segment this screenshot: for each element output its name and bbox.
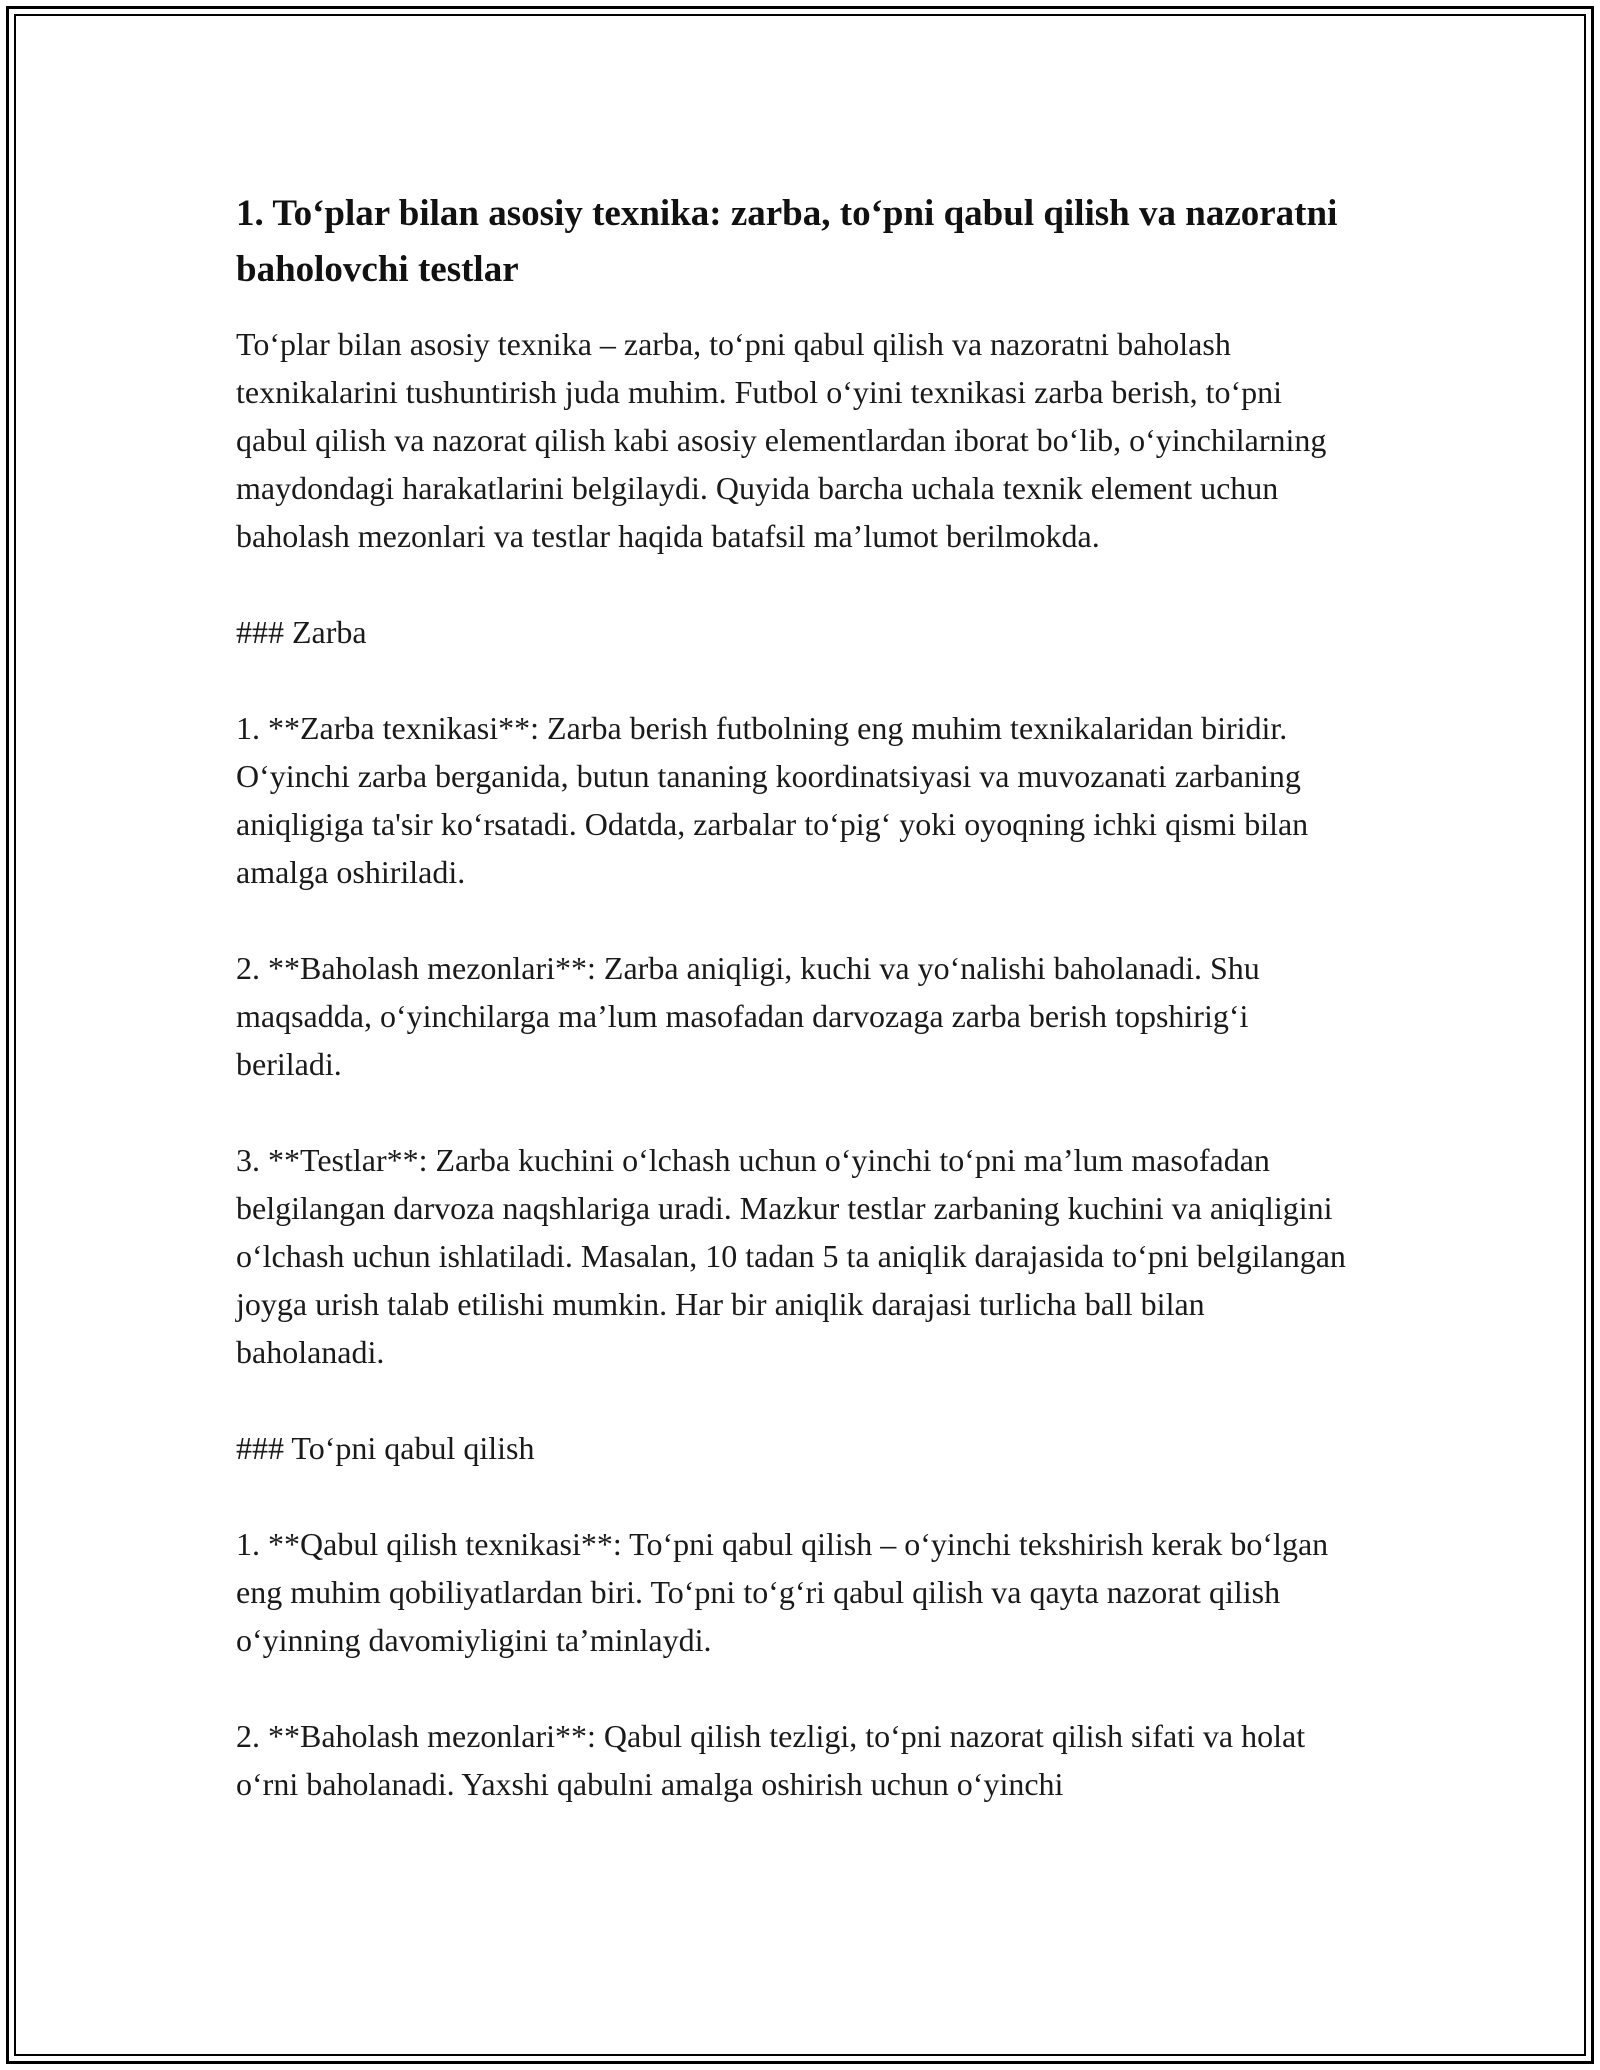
- document-title: 1. To‘plar bilan asosiy texnika: zarba, to‘pni qabul qilish va nazoratni baholovchi testlar: [236, 193, 1338, 290]
- document-body: [236, 186, 1361, 1856]
- zarba-item-3: 3. **Testlar**: Zarba kuchini o‘lchash uchun o‘yinchi to‘pni ma’lum masofadan belgilangan darvoza naqshlariga uradi. Mazkur testlar zarbaning kuchini va aniqligini o‘lchash uchun ishlatiladi. Masalan, 10 tadan 5 ta aniqlik darajasida to‘pni belgilangan joyga urish talab etilishi mumkin. Har bir aniqlik darajasi turlicha ball bilan baholanadi.: [236, 1142, 1346, 1370]
- zarba-item-1: 1. **Zarba texnikasi**: Zarba berish futbolning eng muhim texnikalaridan biridir. O‘yinchi zarba berganida, butun tananing koordinatsiyasi va muvozanati zarbaning aniqligiga ta'sir ko‘rsatadi. Odatda, zarbalar to‘pig‘ yoki oyoqning ichki qismi bilan amalga oshiriladi.: [236, 710, 1309, 890]
- section-heading-zarba: ### Zarba: [236, 614, 367, 650]
- intro-paragraph: To‘plar bilan asosiy texnika – zarba, to‘pni qabul qilish va nazoratni baholash texnikalarini tushuntirish juda muhim. Futbol o‘yini texnikasi zarba berish, to‘pni qabul qilish va nazorat qilish kabi asosiy elementlardan iborat bo‘lib, o‘yinchilarning maydondagi harakatlarini belgilaydi. Quyida barcha uchala texnik element uchun baholash mezonlari va testlar haqida batafsil ma’lumot berilmokda.: [236, 326, 1327, 554]
- zarba-item-2: 2. **Baholash mezonlari**: Zarba aniqligi, kuchi va yo‘nalishi baholanadi. Shu maqsadda, o‘yinchilarga ma’lum masofadan darvozaga zarba berish topshirig‘i beriladi.: [236, 950, 1260, 1082]
- qabul-item-1: 1. **Qabul qilish texnikasi**: To‘pni qabul qilish – o‘yinchi tekshirish kerak bo‘lgan eng muhim qobiliyatlardan biri. To‘pni to‘g‘ri qabul qilish va qayta nazorat qilish o‘yinning davomiyligini ta’minlaydi.: [236, 1526, 1329, 1658]
- section-heading-qabul-qilish: ### To‘pni qabul qilish: [236, 1430, 535, 1466]
- qabul-item-2: 2. **Baholash mezonlari**: Qabul qilish tezligi, to‘pni nazorat qilish sifati va holat o‘rni baholanadi. Yaxshi qabulni amalga oshirish uchun o‘yinchi: [236, 1718, 1306, 1802]
